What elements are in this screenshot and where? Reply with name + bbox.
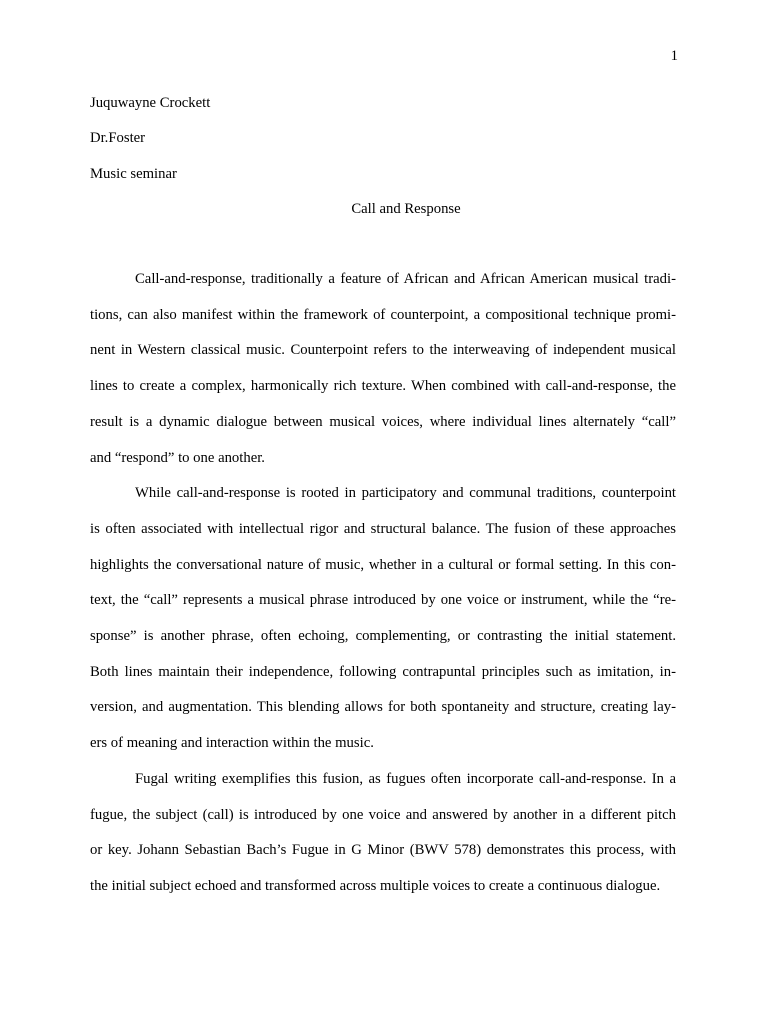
text-line: highlights the conversational nature of music, whether in a cultural or formal setting. In this con- [90,556,676,573]
text-line: result is a dynamic dialogue between musical voices, where individual lines alternately “call” [90,413,676,430]
text-line: the initial subject echoed and transformed across multiple voices to create a continuous dialogue. [90,877,661,894]
text-line: ers of meaning and interaction within the music. [90,735,374,752]
text-line: Call-and-response, traditionally a feature of African and African American musical tradi- [135,271,676,287]
course-name: Music seminar [90,166,177,182]
text-line: Both lines maintain their independence, following contrapuntal principles such as imitation, in- [90,663,676,680]
page-number: 1 [670,48,678,64]
text-line: or key. Johann Sebastian Bach’s Fugue in G Minor (BWV 578) demonstrates this process, with [90,842,676,859]
text-line: text, the “call” represents a musical phrase introduced by one voice or instrument, while the “re- [90,592,676,609]
text-line: fugue, the subject (call) is introduced by one voice and answered by another in a different pitch [90,806,676,823]
text-line: and “respond” to one another. [90,449,265,466]
text-line: sponse” is another phrase, often echoing, complementing, or contrasting the initial statement. [90,628,676,645]
text-line: is often associated with intellectual rigor and structural balance. The fusion of these approaches [90,520,676,537]
text-line: tions, can also manifest within the framework of counterpoint, a compositional technique promi- [90,306,676,323]
text-line: version, and augmentation. This blending allows for both spontaneity and structure, creating lay- [90,699,676,716]
text-line: While call-and-response is rooted in participatory and communal traditions, counterpoint [135,485,676,502]
instructor-name: Dr.Foster [90,130,146,146]
text-line: nent in Western classical music. Counterpoint refers to the interweaving of independent musical [90,342,676,359]
essay-title: Call and Response [351,201,461,217]
paragraph-1 [90,262,676,476]
author-name: Juquwayne Crockett [90,95,211,111]
essay-body [90,262,676,905]
paragraph-2 [90,476,676,762]
text-line: lines to create a complex, harmonically rich texture. When combined with call-and-response, the [90,378,676,395]
paragraph-3 [90,762,676,905]
text-line: Fugal writing exemplifies this fusion, as fugues often incorporate call-and-response. In a [135,770,676,787]
